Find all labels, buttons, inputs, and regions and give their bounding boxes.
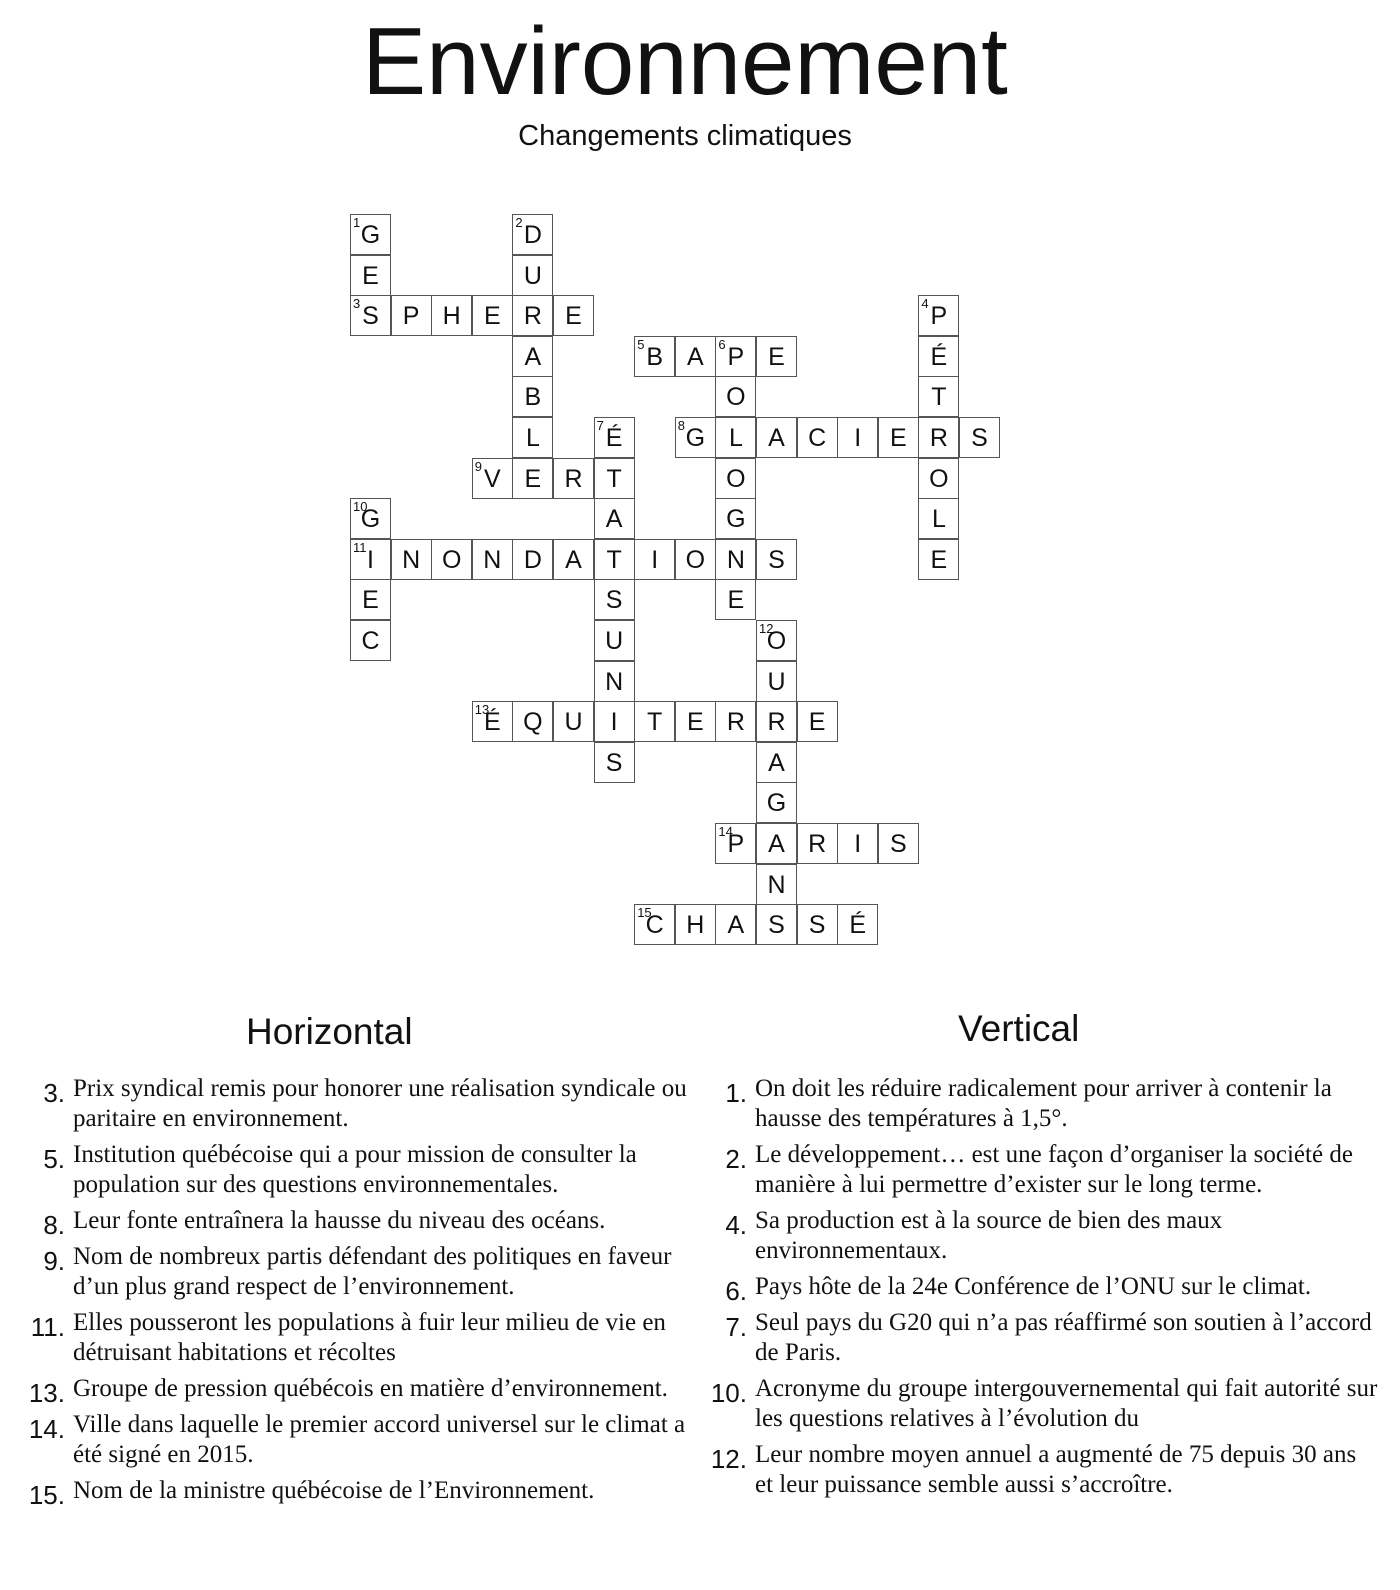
cell-letter: H [686, 911, 705, 940]
cell-letter: G [726, 505, 746, 534]
cell-letter: A [768, 748, 785, 777]
crossword-cell[interactable] [553, 458, 594, 499]
crossword-cell[interactable] [675, 336, 716, 377]
crossword-cell[interactable] [797, 701, 838, 742]
cell-letter: C [361, 627, 380, 655]
clue-item-number: 2. [725, 1144, 747, 1174]
cell-letter: A [565, 545, 582, 574]
crossword-cell[interactable] [918, 376, 959, 417]
crossword-cell[interactable] [675, 539, 716, 580]
clue-item [725, 1206, 1380, 1266]
cell-letter: E [524, 464, 542, 493]
crossword-cell[interactable] [715, 579, 756, 620]
clue-number: 8 [677, 418, 686, 433]
crossword-cell[interactable] [512, 214, 553, 255]
cell-letter: I [610, 708, 618, 737]
clue-number: 6 [718, 336, 726, 352]
clue-item-number: 5. [43, 1144, 65, 1174]
cell-letter: O [441, 545, 462, 574]
crossword-cell[interactable] [350, 539, 391, 580]
clue-item-text: Groupe de pression québécois en matière d’environnement. [73, 1375, 668, 1402]
crossword-cell[interactable] [715, 701, 756, 742]
crossword-cell[interactable] [837, 904, 878, 945]
cell-letter: C [645, 911, 664, 940]
cell-letter: B [646, 342, 664, 371]
horizontal-clue-list [28, 1074, 693, 1512]
clue-item-text: On doit les réduire radicalement pour arriver à contenir la hausse des températures à 1,5°. [755, 1075, 1332, 1132]
cell-letter: A [605, 505, 623, 534]
crossword-cell[interactable] [512, 336, 553, 377]
cell-letter: S [605, 586, 623, 615]
cell-letter: R [564, 464, 583, 493]
crossword-cell[interactable] [756, 701, 797, 742]
cell-letter: L [728, 424, 743, 452]
cell-letter: C [808, 424, 827, 452]
cell-letter: T [647, 708, 663, 737]
crossword-cell[interactable] [553, 295, 594, 336]
clue-item [725, 1308, 1380, 1368]
clue-item [28, 1410, 693, 1470]
clue-number: 15 [637, 905, 652, 921]
crossword-cell[interactable] [594, 458, 635, 499]
cell-letter: R [929, 424, 948, 452]
crossword-cell[interactable] [594, 579, 635, 620]
clue-item-number: 13. [28, 1378, 65, 1408]
clue-item-number: 15. [28, 1480, 65, 1510]
cell-letter: U [523, 261, 542, 290]
crossword-cell[interactable] [715, 823, 756, 864]
crossword-cell[interactable] [756, 864, 797, 905]
cell-letter: L [931, 505, 946, 534]
crossword-cell[interactable] [512, 701, 553, 742]
clue-number: 7 [596, 418, 604, 433]
cell-letter: U [564, 708, 583, 737]
clue-item-number: 8. [43, 1210, 65, 1240]
crossword-cell[interactable] [472, 295, 513, 336]
clue-number: 5 [637, 336, 645, 352]
crossword-cell[interactable] [715, 336, 756, 377]
clue-number: 12 [759, 621, 774, 636]
cell-letter: R [767, 708, 786, 737]
clue-number: 13 [474, 702, 490, 718]
clue-item-number: 6. [725, 1276, 747, 1306]
cell-letter: É [930, 342, 948, 371]
cell-letter: E [565, 302, 582, 331]
clue-item [28, 1374, 693, 1408]
crossword-cell[interactable] [918, 295, 959, 336]
clue-item [43, 1242, 693, 1302]
clue-item-text: Leur fonte entraînera la hausse du niveau des océans. [73, 1207, 606, 1234]
cell-letter: N [402, 545, 421, 574]
cell-letter: É [605, 424, 623, 452]
clue-item-text: Elles pousseront les populations à fuir leur milieu de vie en détruisant habitations et récoltes [73, 1309, 666, 1366]
clue-number: 10 [353, 499, 368, 515]
clue-item-text: Nom de nombreux partis défendant des politiques en faveur d’un plus grand respect de l’environnement. [73, 1243, 672, 1300]
cell-letter: A [524, 342, 542, 371]
clue-number: 9 [474, 458, 483, 474]
cell-letter: G [360, 505, 381, 534]
crossword-cell[interactable] [918, 458, 959, 499]
crossword-cell[interactable] [594, 620, 635, 661]
crossword-cell[interactable] [715, 904, 756, 945]
cell-letter: N [726, 545, 745, 574]
clue-item-text: Acronyme du groupe intergouvernemental qui fait autorité sur les questions relatives à l’évolution du [755, 1375, 1378, 1432]
cell-letter: N [483, 545, 502, 574]
clue-item-number: 14. [28, 1414, 65, 1444]
crossword-cell[interactable] [391, 295, 432, 336]
cell-letter: A [768, 830, 785, 858]
cell-letter: S [768, 911, 785, 940]
cell-letter: T [931, 383, 947, 412]
cell-letter: G [766, 789, 787, 818]
clue-item [725, 1140, 1380, 1200]
crossword-cell[interactable] [350, 255, 391, 296]
cell-letter: T [606, 464, 622, 493]
cell-letter: B [524, 383, 542, 412]
crossword-cell[interactable] [756, 539, 797, 580]
cell-letter: O [929, 464, 949, 493]
cell-letter: U [767, 667, 786, 696]
clue-item-text: Institution québécoise qui a pour mission de consulter la population sur des questions environnementales. [73, 1141, 637, 1198]
cell-letter: S [889, 830, 907, 858]
cell-letter: E [808, 708, 826, 737]
crossword-cell[interactable] [756, 661, 797, 702]
crossword-cell[interactable] [594, 661, 635, 702]
cell-letter: E [362, 586, 379, 615]
crossword-cell[interactable] [594, 539, 635, 580]
cell-letter: I [854, 424, 862, 452]
cell-letter: E [483, 302, 501, 331]
cell-letter: P [930, 302, 948, 331]
page-title: Environnement [362, 8, 1008, 115]
crossword-cell[interactable] [594, 742, 635, 783]
crossword-cell[interactable] [553, 701, 594, 742]
crossword-cell[interactable] [675, 701, 716, 742]
clue-item [710, 1374, 1380, 1434]
cell-letter: R [726, 708, 745, 737]
crossword-cell[interactable] [797, 823, 838, 864]
cell-letter: O [726, 383, 746, 412]
clue-item-text: Leur nombre moyen annuel a augmenté de 75 depuis 30 ans et leur puissance semble aussi s’accroître. [755, 1441, 1357, 1498]
cell-letter: O [766, 627, 787, 655]
cell-letter: D [523, 221, 542, 249]
cell-letter: A [727, 911, 745, 940]
crossword-cell[interactable] [472, 458, 513, 499]
crossword-cell[interactable] [512, 295, 553, 336]
cell-letter: G [685, 424, 706, 452]
cell-letter: E [362, 261, 379, 290]
clue-number: 1 [353, 215, 361, 230]
crossword-cell[interactable] [715, 458, 756, 499]
crossword-cell[interactable] [675, 904, 716, 945]
crossword-cell[interactable] [715, 539, 756, 580]
cell-letter: U [605, 627, 624, 655]
cell-letter: N [767, 870, 786, 899]
crossword-cell[interactable] [431, 539, 472, 580]
cell-letter: S [808, 911, 826, 940]
cell-letter: S [971, 424, 988, 452]
crossword-cell[interactable] [634, 336, 675, 377]
clue-item-number: 7. [725, 1312, 747, 1342]
crossword-cell[interactable] [472, 701, 513, 742]
cell-letter: R [808, 830, 827, 858]
cell-letter: Q [523, 708, 543, 737]
clue-item-text: Le développement… est une façon d’organiser la société de manière à lui permettre d’exister sur le long terme. [755, 1141, 1353, 1198]
crossword-cell[interactable] [837, 417, 878, 458]
page-subtitle: Changements climatiques [518, 120, 852, 152]
crossword-cell[interactable] [715, 498, 756, 539]
crossword-cell[interactable] [350, 579, 391, 620]
crossword-cell[interactable] [756, 904, 797, 945]
crossword-cell[interactable] [837, 823, 878, 864]
cell-letter: S [605, 748, 623, 777]
cell-letter: P [402, 302, 420, 331]
clue-number: 14 [718, 824, 733, 839]
cell-letter: R [523, 302, 542, 331]
crossword-cell[interactable] [634, 904, 675, 945]
crossword-cell[interactable] [878, 417, 919, 458]
cell-letter: I [854, 830, 862, 858]
crossword-cell[interactable] [675, 417, 716, 458]
cell-letter: S [362, 302, 379, 331]
crossword-cell[interactable] [350, 295, 391, 336]
crossword-cell[interactable] [756, 417, 797, 458]
clue-number: 4 [921, 296, 929, 312]
crossword-cell[interactable] [512, 376, 553, 417]
cell-letter: L [525, 424, 540, 452]
crossword-cell[interactable] [756, 620, 797, 661]
cell-letter: E [686, 708, 704, 737]
clue-number: 3 [353, 296, 361, 312]
cell-letter: É [849, 911, 867, 940]
cell-letter: E [727, 586, 745, 615]
crossword-cell[interactable] [350, 620, 391, 661]
clue-item-text: Nom de la ministre québécoise de l’Environnement. [73, 1477, 595, 1504]
clue-item-number: 11. [30, 1312, 65, 1342]
clue-item-number: 1. [725, 1078, 747, 1108]
clue-item [28, 1476, 693, 1510]
cell-letter: P [727, 342, 745, 371]
crossword-cell[interactable] [756, 336, 797, 377]
crossword-cell[interactable] [918, 336, 959, 377]
cell-letter: S [768, 545, 785, 574]
crossword-cell[interactable] [918, 539, 959, 580]
crossword-cell[interactable] [715, 417, 756, 458]
crossword-cell[interactable] [756, 742, 797, 783]
crossword-cell[interactable] [756, 782, 797, 823]
clue-item [30, 1308, 693, 1368]
clue-item [725, 1272, 1380, 1306]
crossword-cell[interactable] [959, 417, 1000, 458]
cell-letter: A [768, 424, 785, 452]
crossword-cell[interactable] [512, 417, 553, 458]
crossword-cell[interactable] [715, 376, 756, 417]
crossword-cell[interactable] [797, 904, 838, 945]
clue-item-number: 10. [710, 1378, 747, 1408]
clue-item [43, 1074, 693, 1134]
cell-letter: E [768, 342, 785, 371]
crossword-cell[interactable] [553, 539, 594, 580]
crossword-cell[interactable] [472, 539, 513, 580]
clue-item-number: 12. [710, 1444, 747, 1474]
clue-item-text: Prix syndical remis pour honorer une réalisation syndicale ou paritaire en environnement. [73, 1075, 687, 1132]
cell-letter: I [651, 545, 659, 574]
crossword-cell[interactable] [512, 539, 553, 580]
clue-item [43, 1206, 693, 1240]
cell-letter: A [686, 342, 704, 371]
crossword-cell[interactable] [918, 417, 959, 458]
crossword-cell[interactable] [594, 417, 635, 458]
crossword-cell[interactable] [634, 701, 675, 742]
crossword-cell[interactable] [918, 498, 959, 539]
cell-letter: O [685, 545, 706, 574]
horizontal-heading: Horizontal [246, 1011, 413, 1052]
vertical-heading: Vertical [958, 1008, 1080, 1049]
cell-letter: H [442, 302, 461, 331]
cell-letter: N [605, 667, 624, 696]
clue-item-number: 4. [725, 1210, 747, 1240]
cell-letter: É [483, 708, 501, 737]
crossword-cell[interactable] [594, 701, 635, 742]
clue-item-number: 9. [43, 1246, 65, 1276]
cell-letter: I [367, 545, 374, 574]
clue-number: 2 [515, 215, 523, 230]
cell-letter: G [360, 221, 381, 249]
crossword-cell[interactable] [594, 498, 635, 539]
vertical-clue-list [710, 1074, 1380, 1506]
crossword-cell[interactable] [634, 539, 675, 580]
crossword-cell[interactable] [431, 295, 472, 336]
crossword-cell[interactable] [512, 255, 553, 296]
crossword-cell[interactable] [391, 539, 432, 580]
clue-item-text: Seul pays du G20 qui n’a pas réaffirmé son soutien à l’accord de Paris. [755, 1309, 1372, 1366]
crossword-cell[interactable] [878, 823, 919, 864]
clue-item [43, 1140, 693, 1200]
clue-item [710, 1440, 1380, 1500]
crossword-cell[interactable] [756, 823, 797, 864]
clue-number: 11 [353, 539, 367, 555]
clue-item-text: Pays hôte de la 24e Conférence de l’ONU sur le climat. [755, 1273, 1312, 1300]
crossword-cell[interactable] [512, 458, 553, 499]
cell-letter: V [483, 464, 501, 493]
clue-item-number: 3. [43, 1078, 65, 1108]
cell-letter: T [606, 545, 622, 574]
cell-letter: P [727, 830, 745, 858]
clue-item [725, 1074, 1380, 1134]
cell-letter: E [889, 424, 907, 452]
cell-letter: D [523, 545, 542, 574]
cell-letter: E [930, 545, 948, 574]
crossword-cell[interactable] [350, 498, 391, 539]
cell-letter: O [726, 464, 746, 493]
crossword-cell[interactable] [797, 417, 838, 458]
crossword-cell[interactable] [350, 214, 391, 255]
clue-item-text: Sa production est à la source de bien des maux environnementaux. [755, 1207, 1223, 1264]
clue-item-text: Ville dans laquelle le premier accord universel sur le climat a été signé en 2015. [73, 1411, 686, 1468]
